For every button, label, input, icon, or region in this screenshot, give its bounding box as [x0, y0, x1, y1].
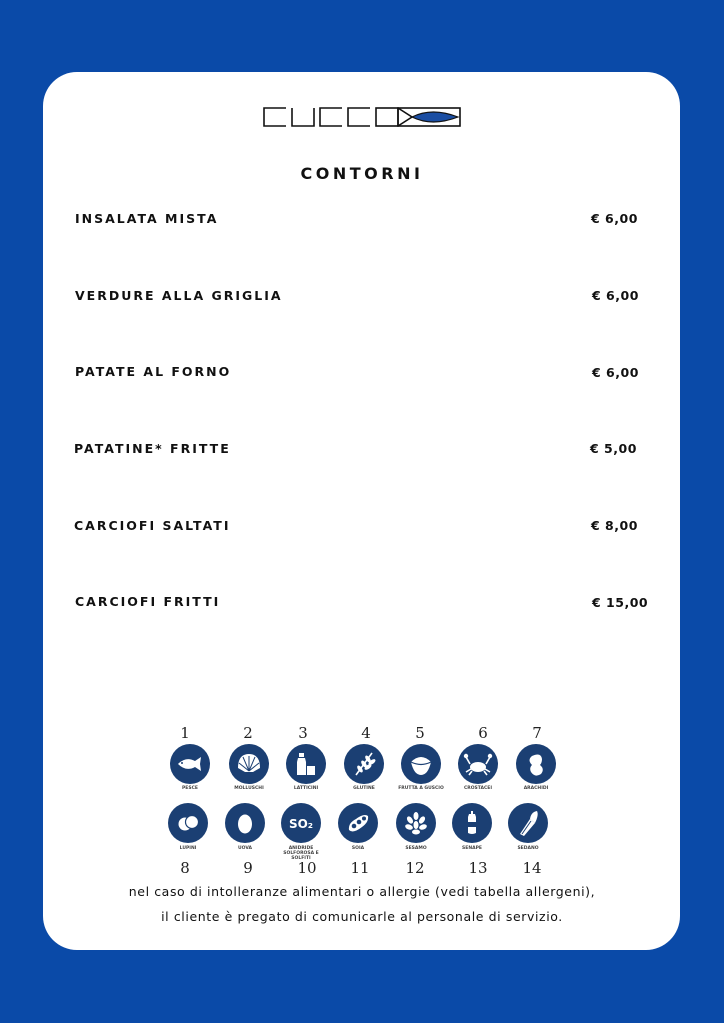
- menu-item-name: VERDURE ALLA GRIGLIA: [75, 288, 283, 303]
- allergy-note-line-2: il cliente è pregato di comunicarle al personale di servizio.: [161, 909, 563, 924]
- allergen-label: LUPINI: [179, 846, 197, 851]
- soy-icon: [338, 803, 378, 843]
- nut-icon: [401, 744, 441, 784]
- menu-item-price: € 5,00: [590, 441, 637, 456]
- menu-item-name: PATATE AL FORNO: [75, 364, 232, 379]
- allergen-number: 12: [405, 859, 425, 877]
- so2-icon: [281, 803, 321, 843]
- so2-icon-text: SO₂: [288, 817, 314, 831]
- allergy-note-line-1: nel caso di intolleranze alimentari o allergie (vedi tabella allergeni),: [128, 884, 596, 899]
- allergen-number: 2: [243, 724, 253, 742]
- allergen-number: 6: [478, 724, 488, 742]
- allergen-number: 9: [243, 859, 253, 877]
- allergen-number: 3: [298, 724, 308, 742]
- menu-item-price: € 8,00: [591, 518, 638, 533]
- allergen-label: CROSTACEI: [463, 786, 493, 791]
- menu-item-price: € 6,00: [591, 211, 638, 226]
- allergen-number: 13: [468, 859, 488, 877]
- allergen-label: SESAMO: [405, 846, 427, 851]
- allergen-number: 4: [361, 724, 371, 742]
- menu-item-name: PATATINE* FRITTE: [74, 441, 231, 456]
- allergen-label: MOLLUSCHI: [234, 786, 264, 791]
- allergen-number: 8: [180, 859, 190, 877]
- celery-icon: [508, 803, 548, 843]
- menu-item-price: € 15,00: [592, 595, 649, 610]
- crab-icon: [458, 744, 498, 784]
- allergen-number: 7: [532, 724, 542, 742]
- allergen-label: SEDANO: [517, 846, 539, 851]
- shell-icon: [229, 744, 269, 784]
- allergen-number: 5: [415, 724, 425, 742]
- allergen-label: ANIDRIDE SOLFOROSA E SOLFITI: [283, 846, 319, 861]
- menu-item-price: € 6,00: [592, 288, 639, 303]
- menu-item-name: CARCIOFI SALTATI: [74, 518, 231, 533]
- lupin-icon: [168, 803, 208, 843]
- allergen-label: UOVA: [237, 846, 253, 851]
- menu-item-name: INSALATA MISTA: [75, 211, 219, 226]
- allergen-number: 10: [297, 859, 317, 877]
- wheat-icon: [344, 744, 384, 784]
- allergen-label: LATTICINI: [293, 786, 319, 791]
- allergen-label: SENAPE: [462, 846, 482, 851]
- fish-icon: [170, 744, 210, 784]
- menu-item-price: € 6,00: [592, 365, 639, 380]
- allergen-number: 1: [180, 724, 190, 742]
- allergen-label: ARACHIDI: [523, 786, 549, 791]
- allergen-number: 11: [350, 859, 370, 877]
- section-title: CONTORNI: [300, 164, 424, 183]
- sesame-icon: [396, 803, 436, 843]
- allergen-label: GLUTINE: [353, 786, 375, 791]
- menu-item-name: CARCIOFI FRITTI: [75, 594, 221, 609]
- allergen-number: 14: [522, 859, 542, 877]
- peanut-icon: [516, 744, 556, 784]
- allergen-label: PESCE: [182, 786, 198, 791]
- mustard-icon: [452, 803, 492, 843]
- milk-icon: [286, 744, 326, 784]
- allergen-label: FRUTTA A GUSCIO: [398, 786, 444, 791]
- egg-icon: [225, 803, 265, 843]
- allergen-label: SOIA: [351, 846, 365, 851]
- cucco-logo: [262, 106, 462, 128]
